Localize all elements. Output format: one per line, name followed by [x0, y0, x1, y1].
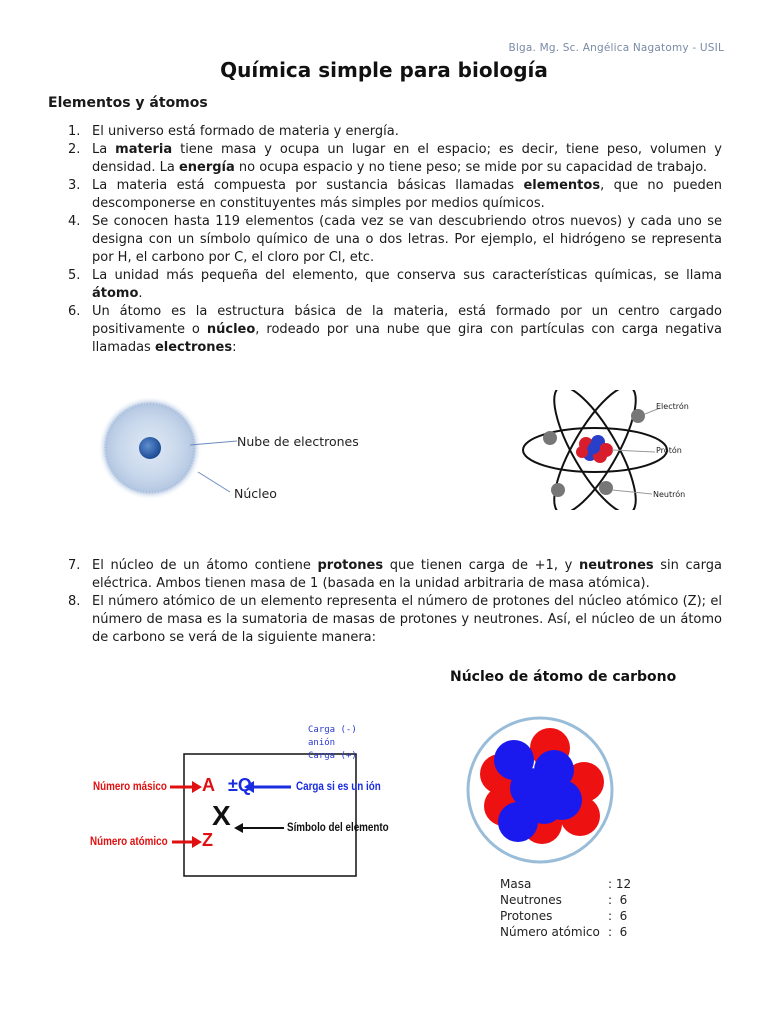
- page-title: Química simple para biología: [220, 58, 548, 82]
- stat-key: Neutrones: [500, 893, 562, 907]
- list-item-number: 5.: [68, 268, 81, 283]
- stat-row: [500, 924, 631, 940]
- list-item: [60, 557, 722, 593]
- list-item-number: 1.: [68, 124, 81, 139]
- pointer-line-nucleus: [198, 472, 230, 492]
- list-item: [60, 593, 722, 647]
- numbered-list-part-2: [60, 557, 722, 647]
- list-item: [60, 267, 722, 303]
- text-carga-ion: Carga si es un ión: [296, 779, 381, 793]
- list-item-text: El universo está formado de materia y energía.: [92, 124, 399, 139]
- carbon-nucleus-figure: [462, 712, 622, 872]
- symbol-Z: Z: [202, 830, 213, 850]
- symbol-A: A: [202, 775, 215, 795]
- list-item: [60, 123, 722, 141]
- label-neutron: Neutrón: [653, 490, 686, 499]
- label-nucleo: Núcleo: [234, 486, 277, 501]
- list-item: [60, 141, 722, 177]
- list-item: [60, 213, 722, 267]
- list-item-text: El número atómico de un elemento representa el número de protones del núcleo atómico (Z); el número de masa es la sumatoria de masas de protones y neutrones. Así, el núcleo de un átomo de carbono se verá de la siguiente manera:: [92, 594, 722, 645]
- stat-value: : 6: [608, 925, 628, 939]
- list-item: [60, 303, 722, 357]
- notation-box: [184, 754, 356, 876]
- list-item-text: La materia está compuesta por sustancia básicas llamadas elementos, que no pueden descomponerse en constituyentes más simples por medios químicos.: [92, 178, 722, 211]
- atom-orbit-figure: [520, 390, 720, 510]
- electron-cloud-figure: [95, 398, 355, 518]
- list-item-number: 2.: [68, 142, 81, 157]
- stat-value: : 6: [608, 893, 628, 907]
- list-item-text: Un átomo es la estructura básica de la materia, está formado por un centro cargado positivamente o núcleo, rodeado por una nube que gira con partículas con carga negativa llamadas electrones:: [92, 304, 722, 355]
- note-carga-neg: Carga (-): [308, 725, 357, 735]
- list-item-number: 4.: [68, 214, 81, 229]
- list-item-number: 8.: [68, 594, 81, 609]
- stat-key: Número atómico: [500, 925, 600, 939]
- electron-1: [631, 409, 645, 423]
- text-numero-atomico: Número atómico: [90, 834, 168, 848]
- list-item-number: 3.: [68, 178, 81, 193]
- stat-row: [500, 876, 631, 892]
- list-item-text: La unidad más pequeña del elemento, que conserva sus características químicas, se llama átomo.: [92, 268, 722, 301]
- note-carga-pos: Carga (+): [308, 751, 357, 761]
- list-item-text: Se conocen hasta 119 elementos (cada vez se van descubriendo otros nuevos) y cada uno se designa con un símbolo químico de una o dos letras. Por ejemplo, el hidrógeno se representa por H, el carbono por C, el cloro por Cl, etc.: [92, 214, 722, 265]
- text-simbolo-elemento: Símbolo del elemento: [287, 820, 389, 834]
- stat-key: Masa: [500, 877, 532, 891]
- note-anion: anión: [308, 738, 336, 748]
- nuclide-notation-figure: [88, 750, 408, 880]
- nucleus-dot: [139, 437, 161, 459]
- atom-nucleus: [576, 435, 613, 463]
- section-heading: Elementos y átomos: [48, 95, 208, 111]
- electron-3: [599, 481, 613, 495]
- list-item-number: 7.: [68, 558, 81, 573]
- list-item-text: La materia tiene masa y ocupa un lugar en el espacio; es decir, tiene peso, volumen y densidad. La energía no ocupa espacio y no tiene peso; se mide por su capacidad de trabajo.: [92, 142, 723, 175]
- list-item: [60, 177, 722, 213]
- list-item-number: 6.: [68, 304, 81, 319]
- symbol-X: X: [212, 800, 231, 831]
- numbered-list-part-1: [60, 123, 722, 357]
- stat-value: : 6: [608, 909, 628, 923]
- electron-4: [551, 483, 565, 497]
- nucleus-stats: [500, 876, 631, 940]
- text-numero-masico: Número másico: [93, 779, 167, 793]
- electron-2: [543, 431, 557, 445]
- label-nube-electrones: Nube de electrones: [237, 434, 359, 449]
- stat-row: [500, 908, 631, 924]
- label-electron: Electrón: [656, 402, 689, 411]
- author-header: Blga. Mg. Sc. Angélica Nagatomy - USIL: [508, 42, 724, 54]
- label-proton: Protón: [656, 446, 682, 455]
- carbon-nucleus-title: Núcleo de átomo de carbono: [450, 669, 677, 685]
- stat-key: Protones: [500, 909, 553, 923]
- list-item-text: El núcleo de un átomo contiene protones que tienen carga de +1, y neutrones sin carga eléctrica. Ambos tienen masa de 1 (basada en la unidad arbitraria de masa atómica).: [92, 558, 722, 591]
- symbol-Q: ±Q: [228, 775, 252, 795]
- stat-value: : 12: [608, 877, 632, 891]
- stat-row: [500, 892, 631, 908]
